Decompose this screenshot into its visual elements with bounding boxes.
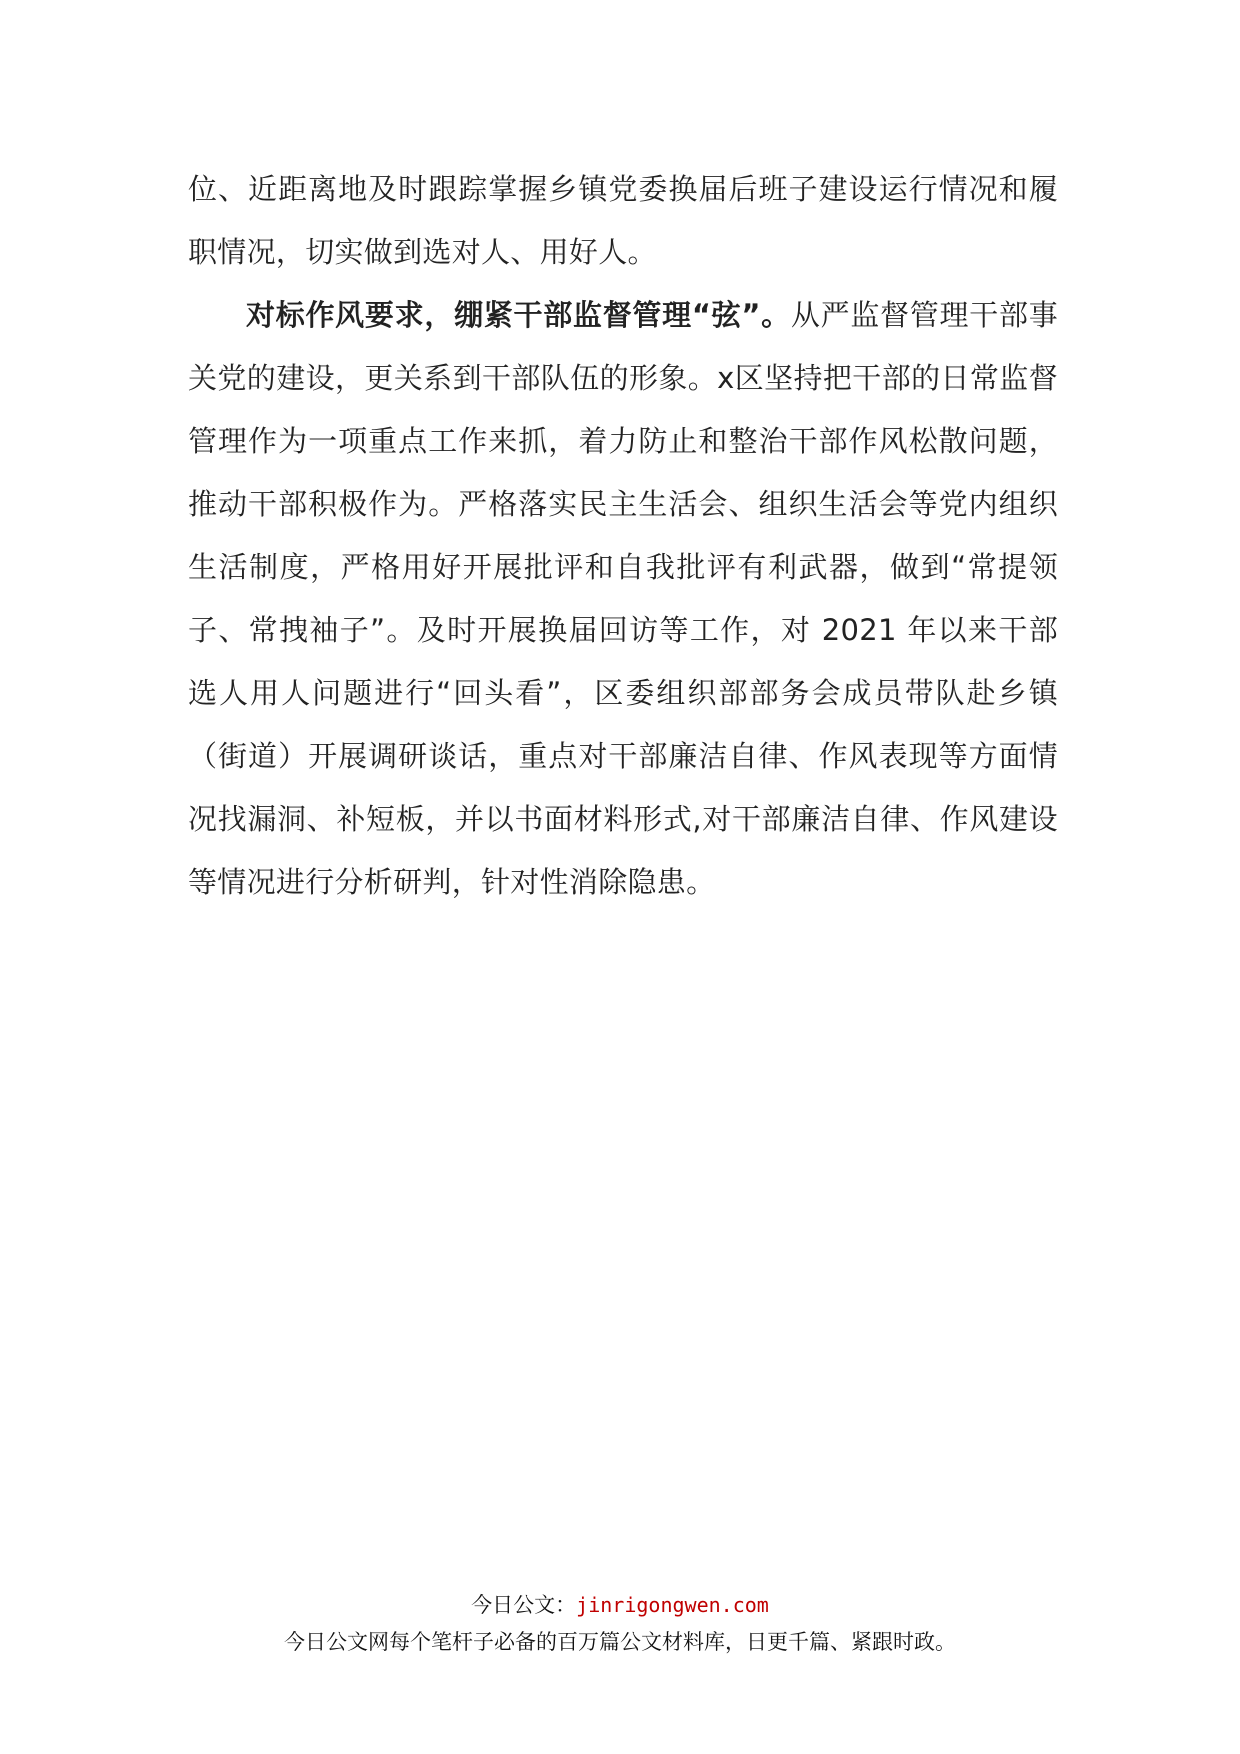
footer-site-line bbox=[0, 1589, 1240, 1619]
footer-slogan: 今日公文网每个笔杆子必备的百万篇公文材料库，日更千篇、紧跟时政。 bbox=[284, 1630, 956, 1654]
paragraph-text: 从严监督管理干部事关党的建设，更关系到干部队伍的形象。x区坚持把干部的日常监督管理作为一项重点工作来抓，着力防止和整治干部作风松散问题，推动干部积极作为。严格落实民主生活会、组织生活会等党内组织生活制度，严格用好开展批评和自我批评有利武器，做到“常提领子、常拽袖子”。及时开展换届回访等工作，对 2021 年以来干部选人用人问题进行“回头看”，区委组织部部务会成员带队赴乡镇（街道）开展调研谈话，重点对干部廉洁自律、作风表现等方面情况找漏洞、补短板，并以书面材料形式,对干部廉洁自律、作风建设等情况进行分析研判，针对性消除隐患。 bbox=[188, 298, 1058, 899]
paragraph-continuation bbox=[188, 158, 1058, 284]
footer-site-url[interactable]: jinrigongwen.com bbox=[576, 1593, 769, 1617]
paragraph-text: 位、近距离地及时跟踪掌握乡镇党委换届后班子建设运行情况和履职情况，切实做到选对人、用好人。 bbox=[188, 172, 1058, 269]
paragraph-style-supervision bbox=[188, 284, 1058, 914]
footer-site-label: 今日公文： bbox=[471, 1593, 577, 1617]
document-body bbox=[188, 158, 1058, 914]
paragraph-heading: 对标作风要求，绷紧干部监督管理“弦”。 bbox=[246, 298, 791, 332]
